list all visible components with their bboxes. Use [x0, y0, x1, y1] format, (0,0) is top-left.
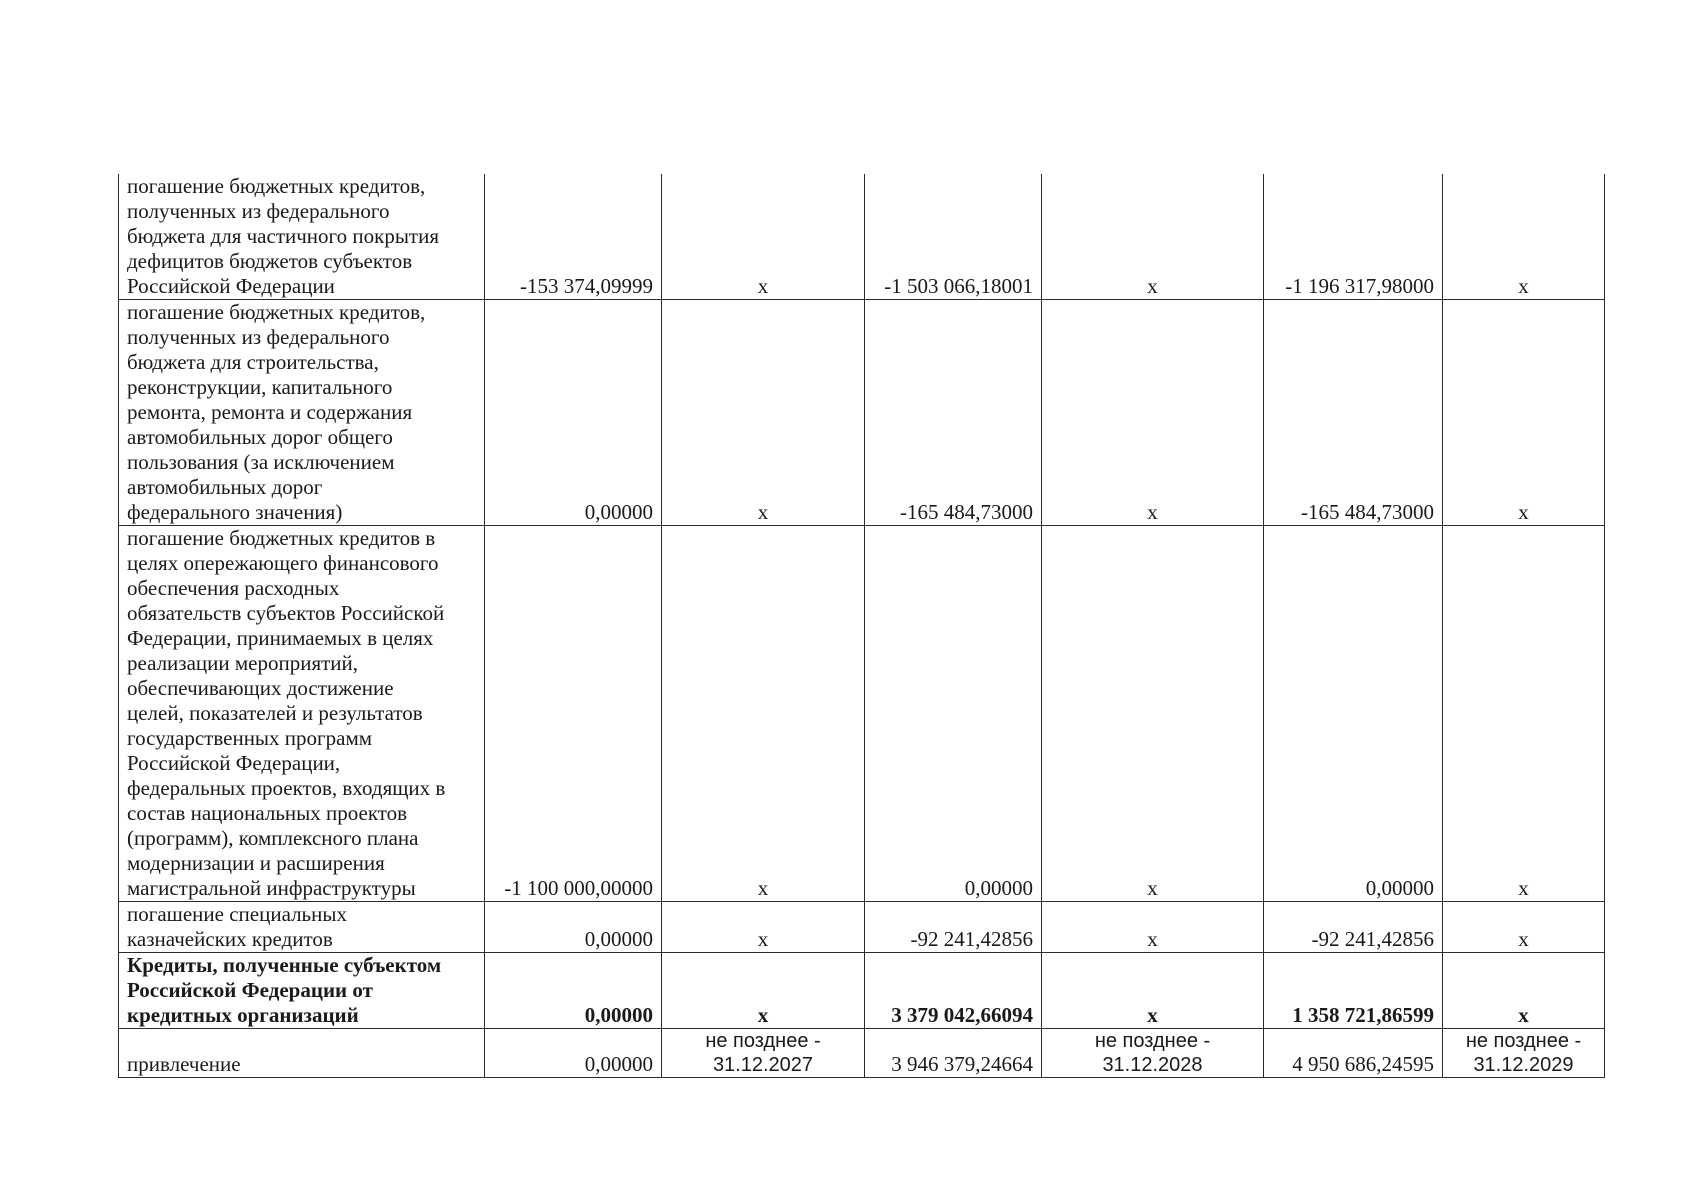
amount-year2: 0,00000	[865, 526, 1042, 902]
amount-year2: -1 503 066,18001	[865, 174, 1042, 300]
row-label: привлечение	[119, 1029, 485, 1078]
deadline-year3: x	[1443, 953, 1605, 1029]
row-label: погашение бюджетных кредитов, полученных из федерального бюджета для частичного покрытия дефицитов бюджетов субъектов Российской Федерации	[119, 174, 485, 300]
deadline-year2: x	[1042, 300, 1264, 526]
deadline-year3: x	[1443, 902, 1605, 953]
deadline-year1: x	[662, 300, 865, 526]
table-row-treasury-credit-repayment	[119, 902, 1605, 953]
deadline-year2: не позднее - 31.12.2028	[1042, 1029, 1264, 1078]
deadline-year3: x	[1443, 526, 1605, 902]
amount-year3: -1 196 317,98000	[1264, 174, 1443, 300]
deadline-year1: x	[662, 953, 865, 1029]
table-row-federal-deficit-repayment	[119, 174, 1605, 300]
row-label: погашение бюджетных кредитов, полученных из федерального бюджета для строительства, реконструкции, капитального ремонта, ремонта и содержания автомобильных дорог общего пользования (за исключением автомобильных дорог федерального значения)	[119, 300, 485, 526]
amount-year3: -165 484,73000	[1264, 300, 1443, 526]
budget-credits-table	[118, 174, 1605, 1078]
amount-year1: -153 374,09999	[485, 174, 662, 300]
amount-year2: -92 241,42856	[865, 902, 1042, 953]
amount-year1: 0,00000	[485, 953, 662, 1029]
table-row-road-credit-repayment	[119, 300, 1605, 526]
deadline-year1: не позднее - 31.12.2027	[662, 1029, 865, 1078]
table-row-bank-credits-total	[119, 953, 1605, 1029]
amount-year2: 3 379 042,66094	[865, 953, 1042, 1029]
amount-year1: 0,00000	[485, 902, 662, 953]
amount-year3: 0,00000	[1264, 526, 1443, 902]
amount-year2: 3 946 379,24664	[865, 1029, 1042, 1078]
deadline-year1: x	[662, 902, 865, 953]
amount-year1: 0,00000	[485, 1029, 662, 1078]
deadline-year1: x	[662, 526, 865, 902]
amount-year3: 4 950 686,24595	[1264, 1029, 1443, 1078]
table-row-advance-financing-repayment	[119, 526, 1605, 902]
table-row-bank-credits-attraction	[119, 1029, 1605, 1078]
deadline-year3: не позднее - 31.12.2029	[1443, 1029, 1605, 1078]
deadline-year1: x	[662, 174, 865, 300]
deadline-year3: x	[1443, 174, 1605, 300]
amount-year3: 1 358 721,86599	[1264, 953, 1443, 1029]
deadline-year2: x	[1042, 174, 1264, 300]
row-label: погашение специальных казначейских кредитов	[119, 902, 485, 953]
amount-year2: -165 484,73000	[865, 300, 1042, 526]
deadline-year3: x	[1443, 300, 1605, 526]
row-label: погашение бюджетных кредитов в целях опережающего финансового обеспечения расходных обязательств субъектов Российской Федерации, принимаемых в целях реализации мероприятий, обеспечивающих достижение целей, показателей и результатов государственных программ Российской Федерации, федеральных проектов, входящих в состав национальных проектов (программ), комплексного плана модернизации и расширения магистральной инфраструктуры	[119, 526, 485, 902]
amount-year3: -92 241,42856	[1264, 902, 1443, 953]
deadline-year2: x	[1042, 953, 1264, 1029]
amount-year1: 0,00000	[485, 300, 662, 526]
row-label: Кредиты, полученные субъектом Российской Федерации от кредитных организаций	[119, 953, 485, 1029]
amount-year1: -1 100 000,00000	[485, 526, 662, 902]
deadline-year2: x	[1042, 902, 1264, 953]
deadline-year2: x	[1042, 526, 1264, 902]
